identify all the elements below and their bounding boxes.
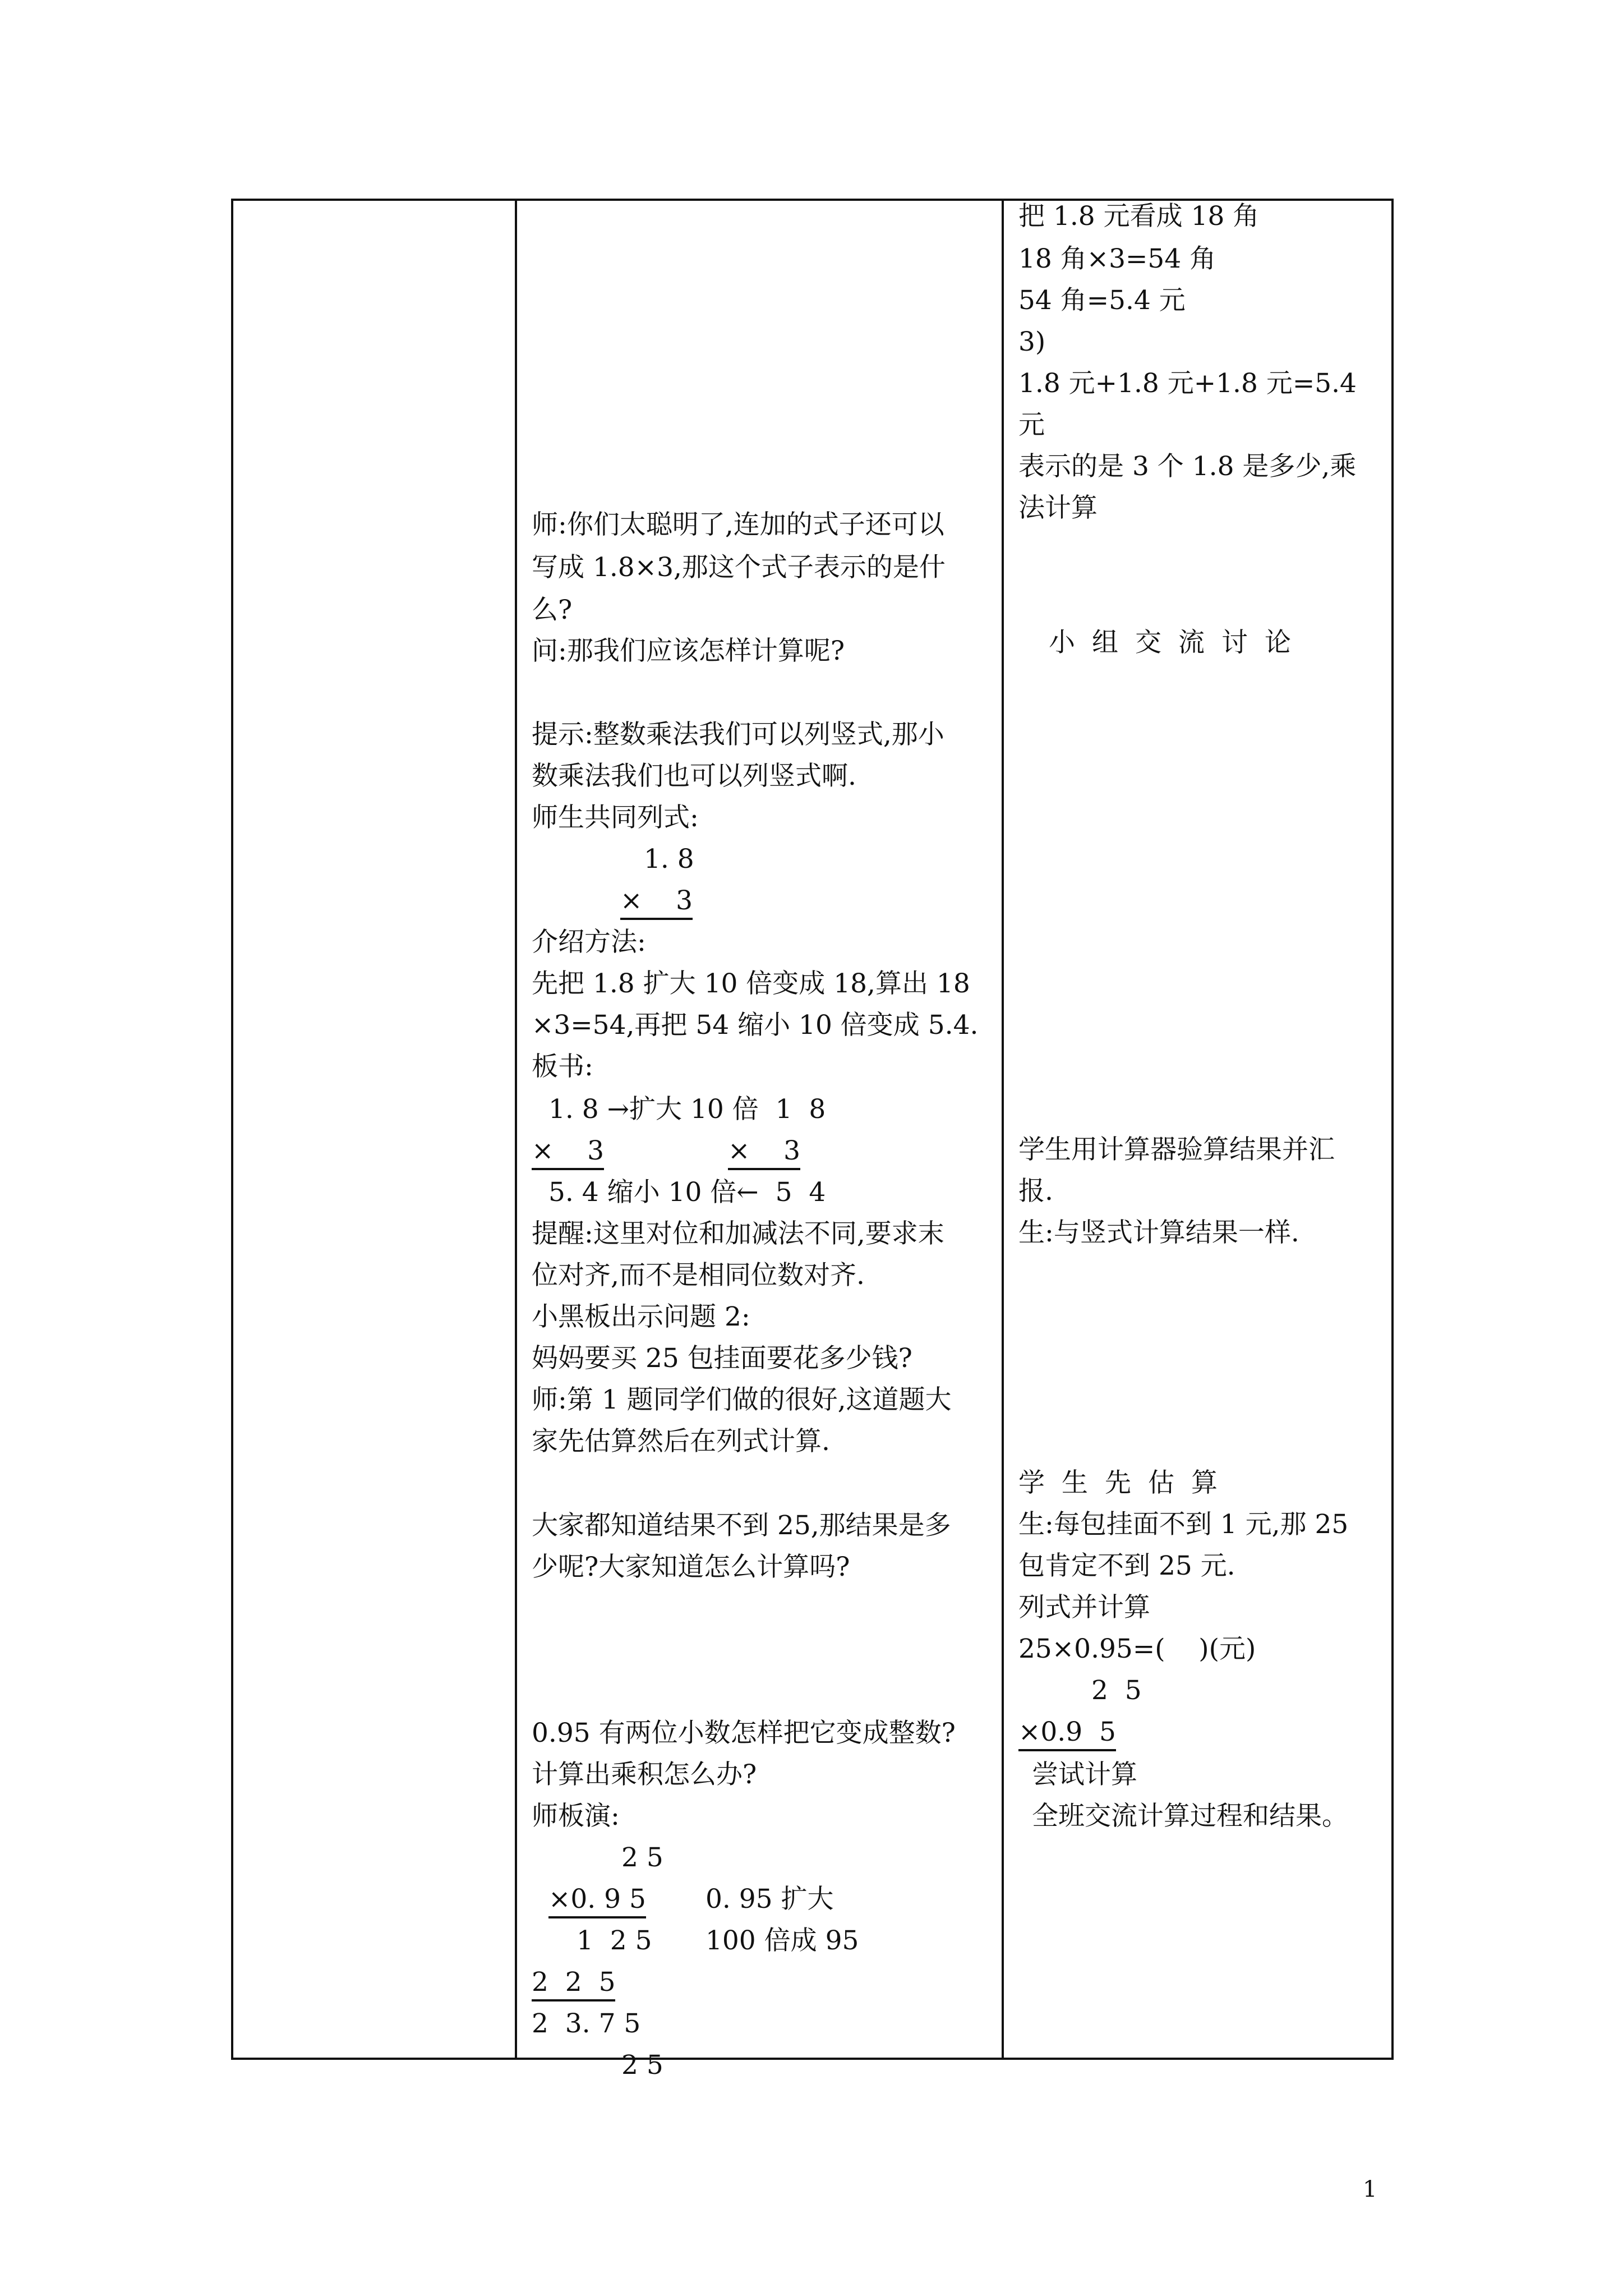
text-line: 提醒:这里对位和加减法不同,要求末 <box>532 1218 944 1249</box>
text-line: 提示:整数乘法我们可以列竖式,那小 <box>532 719 944 750</box>
board-calc-line: 2 5 <box>621 1842 663 1873</box>
text-line: 问:那我们应该怎样计算呢? <box>532 636 845 666</box>
text-line: 3) <box>1018 326 1046 357</box>
text-line: 师板演: <box>532 1801 620 1832</box>
text-line: 位对齐,而不是相同位数对齐. <box>532 1260 865 1291</box>
board-calc-line: × 3 <box>728 1135 800 1170</box>
text-line: 表示的是 3 个 1.8 是多少,乘 <box>1018 451 1357 482</box>
vertical-calc-line: 2 5 <box>1091 1675 1142 1706</box>
board-calc-line: 2 2 5 <box>532 1967 615 2001</box>
board-calc-line: 100 倍成 95 <box>706 1925 859 1956</box>
text-line: 报. <box>1018 1176 1053 1207</box>
text-line: 把 1.8 元看成 18 角 <box>1018 201 1260 232</box>
text-line: 师生共同列式: <box>532 802 699 833</box>
text-line: 生:与竖式计算结果一样. <box>1018 1217 1299 1248</box>
board-calc-line: 1 2 5 <box>577 1925 652 1956</box>
text-line: 元 <box>1018 409 1045 440</box>
text-line: 大家都知道结果不到 25,那结果是多 <box>532 1510 951 1541</box>
text-line: 1.8 元+1.8 元+1.8 元=5.4 <box>1018 368 1357 399</box>
board-calc-line: 2 3. 7 5 <box>532 2008 641 2039</box>
text-line: 生:每包挂面不到 1 元,那 25 <box>1018 1509 1349 1540</box>
text-line: ×3=54,再把 54 缩小 10 倍变成 5.4. <box>532 1010 979 1041</box>
text-line: 少呢?大家知道怎么计算吗? <box>532 1552 850 1582</box>
board-calc-line: × 3 <box>532 1135 604 1170</box>
text-line: 包肯定不到 25 元. <box>1018 1550 1235 1581</box>
text-line: 妈妈要买 25 包挂面要花多少钱? <box>532 1343 912 1374</box>
vertical-calc-line: × 3 <box>620 885 693 920</box>
text-line: 小黑板出示问题 2: <box>532 1301 750 1332</box>
board-calc-line: 5. 4 缩小 10 倍← 5 4 <box>548 1177 826 1208</box>
text-line: 师:第 1 题同学们做的很好,这道题大 <box>532 1384 952 1415</box>
column-divider <box>1002 199 1004 2060</box>
text-line: 54 角=5.4 元 <box>1018 285 1186 316</box>
teacher-activity-column <box>532 201 997 2081</box>
board-calc-line: 1. 8 →扩大 10 倍 1 8 <box>548 1094 826 1125</box>
student-activity-column <box>1018 201 1389 2058</box>
text-line: 列式并计算 <box>1018 1592 1150 1623</box>
vertical-calc-line: ×0.9 5 <box>1018 1717 1116 1751</box>
text-line: 全班交流计算过程和结果。 <box>1032 1801 1348 1832</box>
column-divider <box>515 199 517 2060</box>
vertical-calc-line: 1. 8 <box>644 844 694 875</box>
text-line: 么? <box>532 595 573 625</box>
text-line: 写成 1.8×3,那这个式子表示的是什 <box>532 552 946 583</box>
text-line: 25×0.95=( )(元) <box>1018 1634 1256 1664</box>
text-line: 师:你们太聪明了,连加的式子还可以 <box>532 509 944 540</box>
text-line: 0.95 有两位小数怎样把它变成整数? <box>532 1718 956 1749</box>
text-line: 18 角×3=54 角 <box>1018 243 1216 274</box>
board-calc-line: 0. 95 扩大 <box>706 1884 834 1915</box>
text-line: 学生先估算 <box>1018 1467 1234 1498</box>
text-line: 计算出乘积怎么办? <box>532 1759 757 1790</box>
board-calc-line: ×0. 9 5 <box>548 1884 646 1918</box>
page-number: 1 <box>1363 2177 1377 2202</box>
text-line: 学生用计算器验算结果并汇 <box>1018 1134 1335 1165</box>
board-calc-line: 2 5 <box>621 2050 663 2081</box>
text-line: 家先估算然后在列式计算. <box>532 1426 830 1457</box>
text-line: 先把 1.8 扩大 10 倍变成 18,算出 18 <box>532 968 970 999</box>
text-line: 板书: <box>532 1051 593 1082</box>
text-line: 法计算 <box>1018 493 1098 523</box>
text-line: 介绍方法: <box>532 927 646 958</box>
text-line: 数乘法我们也可以列竖式啊. <box>532 761 856 792</box>
text-line: 小组交流讨论 <box>1049 627 1308 658</box>
text-line: 尝试计算 <box>1032 1759 1137 1790</box>
